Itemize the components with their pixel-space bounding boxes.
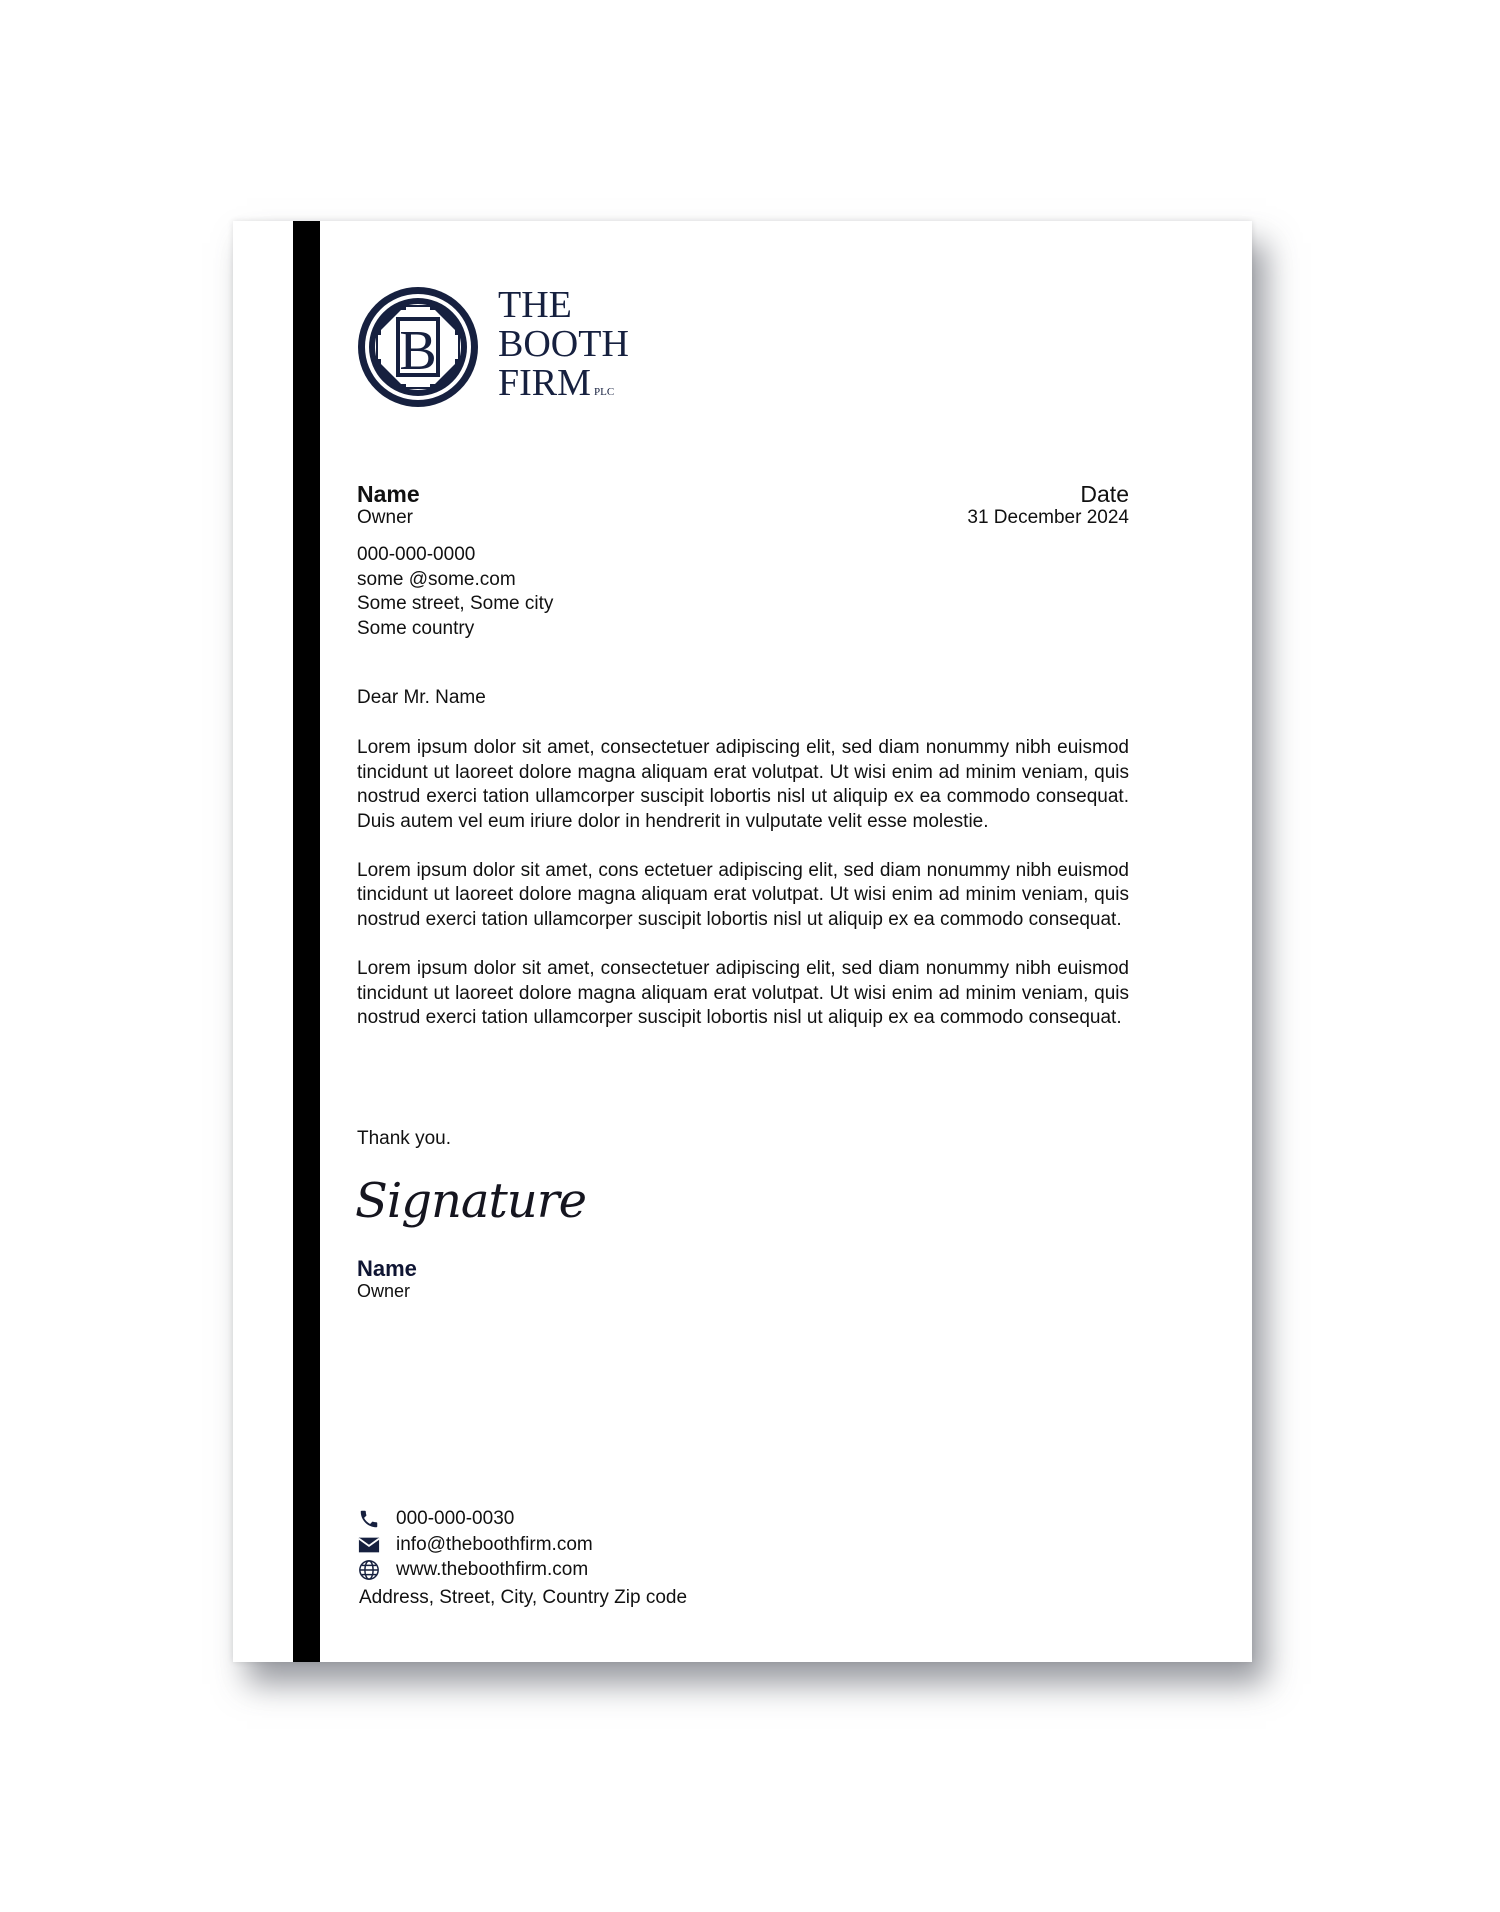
body-paragraph: Lorem ipsum dolor sit amet, cons ectetuer adipiscing elit, sed diam nonummy nibh euismod tincidunt ut laoreet dolore magna aliquam erat volutpat. Ut wisi enim ad minim veniam, quis nostrud exerci tation ullamcorper suscipit lobortis nisl ut aliquip ex ea commodo consequat. <box>357 859 1129 931</box>
footer-phone <box>356 1506 514 1532</box>
footer-web-text[interactable]: www.theboothfirm.com <box>396 1559 589 1580</box>
letterhead-page <box>233 221 1252 1662</box>
logo-suffix: PLC <box>594 386 615 398</box>
footer-phone-text: 000-000-0030 <box>396 1508 515 1529</box>
sender-email: some @some.com <box>357 568 516 590</box>
date-value: 31 December 2024 <box>967 507 1129 528</box>
sender-title: Owner <box>357 507 413 528</box>
sender-street: Some street, Some city <box>357 593 554 615</box>
logo-line-booth: BOOTH <box>498 323 629 365</box>
signer-name: Name <box>357 1256 417 1281</box>
body-paragraph: Lorem ipsum dolor sit amet, consectetuer adipiscing elit, sed diam nonummy nibh euismod tincidunt ut laoreet dolore magna aliquam erat volutpat. Ut wisi enim ad minim veniam, quis nostrud exerci tation ullamcorper suscipit lobortis nisl ut aliquip ex ea commodo consequat. Duis autem vel eum iriure dolor in hendrerit in vulputate velit esse molestie. <box>357 737 1129 832</box>
letter-body <box>357 736 1129 1055</box>
closing: Thank you. <box>357 1128 451 1149</box>
sender-name: Name <box>357 481 420 507</box>
date-label: Date <box>1080 481 1129 507</box>
logo-line-firm: FIRM <box>498 362 591 404</box>
monogram-emblem-icon <box>358 287 478 407</box>
accent-bar <box>293 221 320 1662</box>
signature: Signature <box>355 1173 587 1229</box>
svg-text:B: B <box>399 320 437 382</box>
globe-icon <box>356 1557 382 1583</box>
footer-address: Address, Street, City, Country Zip code <box>359 1587 688 1608</box>
sender-phone: 000-000-0000 <box>357 544 476 565</box>
envelope-icon <box>356 1532 382 1558</box>
salutation: Dear Mr. Name <box>357 687 486 708</box>
phone-icon <box>356 1506 382 1532</box>
signer-title: Owner <box>357 1281 411 1301</box>
body-paragraph: Lorem ipsum dolor sit amet, consectetuer adipiscing elit, sed diam nonummy nibh euismod tincidunt ut laoreet dolore magna aliquam erat volutpat. Ut wisi enim ad minim veniam, quis nostrud exerci tation ullamcorper suscipit lobortis nisl ut aliquip ex ea commodo consequat. <box>357 958 1129 1029</box>
logo-line-the: THE <box>498 284 572 326</box>
sender-contact-block <box>357 543 553 642</box>
footer-email-text[interactable]: info@theboothfirm.com <box>396 1534 593 1555</box>
sender-country: Some country <box>357 618 475 640</box>
footer-web <box>356 1557 588 1583</box>
footer-email <box>356 1532 593 1558</box>
booth-firm-logo <box>356 283 666 413</box>
